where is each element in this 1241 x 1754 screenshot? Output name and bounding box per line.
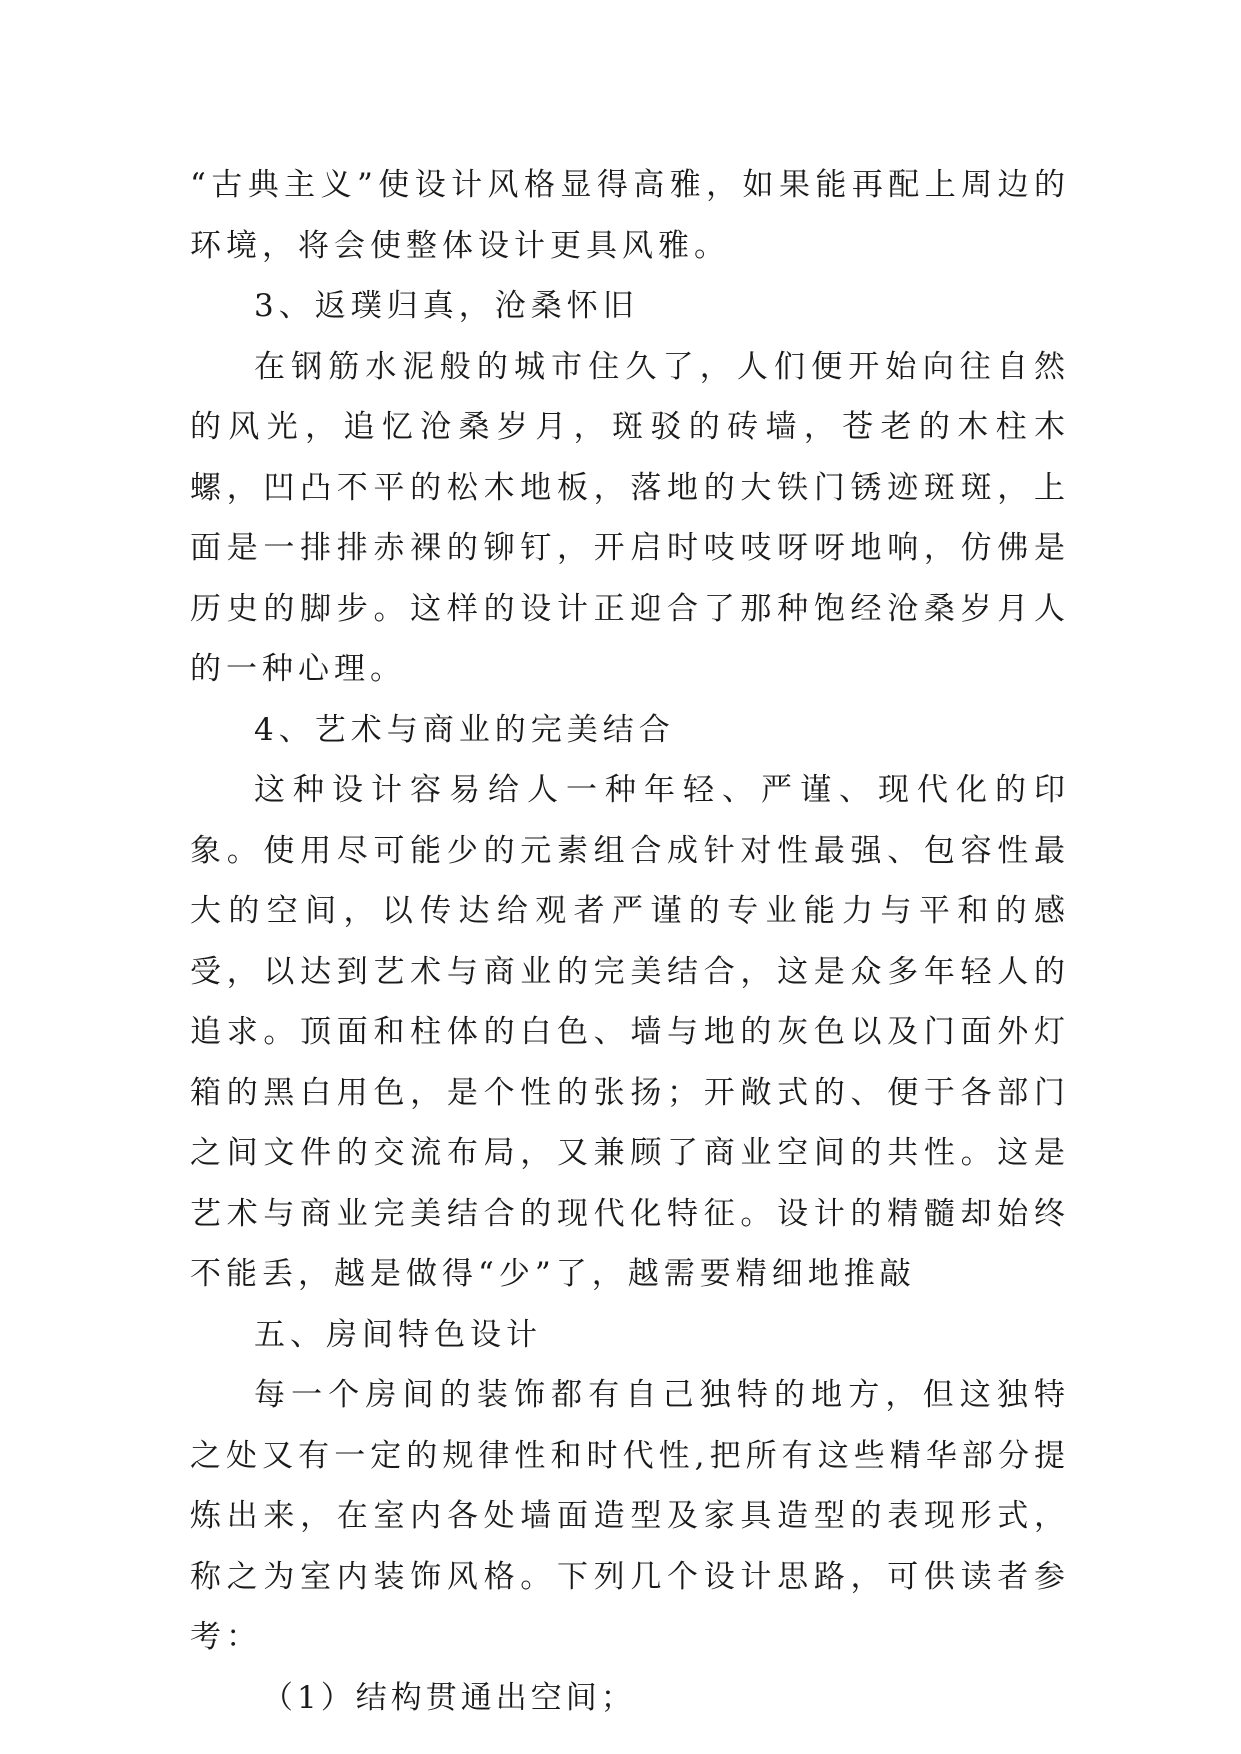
list-item-1: （1）结构贯通出空间； <box>262 1679 636 1716</box>
paragraph-art-commerce: 这种设计容易给人一种年轻、严谨、现代化的印象。使用尽可能少的元素组合成针对性最强、包容性最大的空间，以传达给观者严谨的专业能力与平和的感受，以达到艺术与商业的完美结合，这是众多年轻人的追求。顶面和柱体的白色、墙与地的灰色以及门面外灯箱的黑白用色，是个性的张扬；开敞式的、便于各部门之间文件的交流布局，又兼顾了商业空间的共性。这是艺术与商业完美结合的现代化特征。设计的精髓却始终不能丢，越是做得“少”了，越需要精细地推敲 <box>190 772 1070 1292</box>
section-heading-3: 3、返璞归真，沧桑怀旧 <box>254 288 639 324</box>
paragraph-room-design: 每一个房间的装饰都有自己独特的地方，但这独特之处又有一定的规律性和时代性,把所有这些精华部分提炼出来，在室内各处墙面造型及家具造型的表现形式，称之为室内装饰风格。下列几个设计思路，可供读者参考： <box>190 1377 1070 1655</box>
paragraph-continued: “古典主义”使设计风格显得高雅，如果能再配上周边的环境，将会使整体设计更具风雅。 <box>190 167 1070 264</box>
paragraph-nostalgia: 在钢筋水泥般的城市住久了，人们便开始向往自然的风光，追忆沧桑岁月，斑驳的砖墙，苍老的木柱木螺，凹凸不平的松木地板，落地的大铁门锈迹斑斑，上面是一排排赤裸的铆钉，开启时吱吱呀呀地响，仿佛是历史的脚步。这样的设计正迎合了那种饱经沧桑岁月人的一种心理。 <box>190 348 1070 687</box>
section-heading-4: 4、艺术与商业的完美结合 <box>254 711 675 748</box>
document-body <box>190 155 1070 1728</box>
section-heading-5: 五、房间特色设计 <box>254 1316 542 1353</box>
